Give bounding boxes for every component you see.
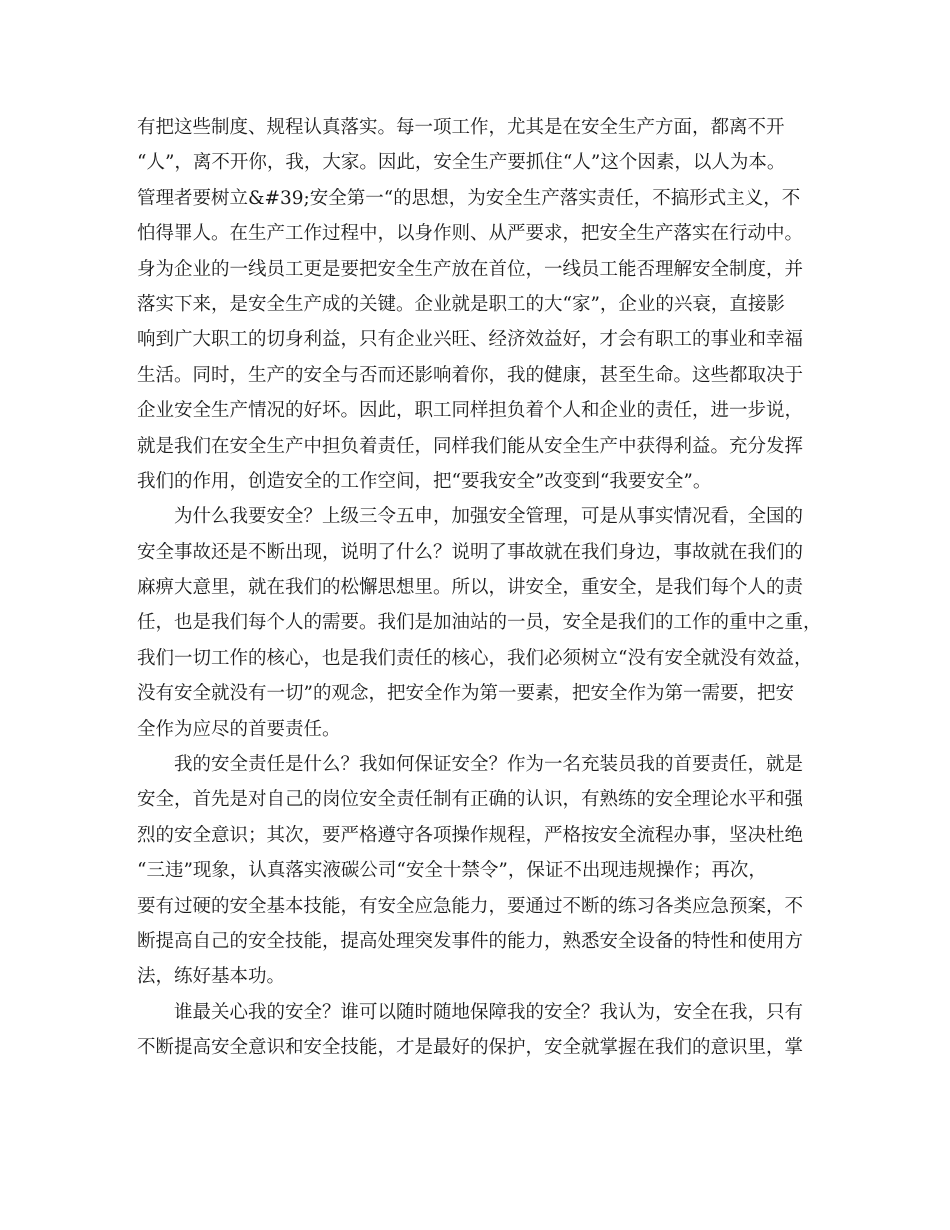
text-line: 不断提高安全意识和安全技能，才是最好的保护，安全就掌握在我们的意识里，掌 <box>137 1037 804 1059</box>
text-line: 断提高自己的安全技能，提高处理突发事件的能力，熟悉安全设备的特性和使用方 <box>137 930 804 952</box>
text-line: 怕得罪人。在生产工作过程中，以身作则、从严要求，把安全生产落实在行动中。 <box>137 223 804 245</box>
text-line: 法，练好基本功。 <box>137 966 286 988</box>
text-line: 安全事故还是不断出现，说明了什么？说明了事故就在我们身边，事故就在我们的 <box>137 541 804 563</box>
text-line: 我们一切工作的核心，也是我们责任的核心，我们必须树立“没有安全就没有效益， <box>137 647 813 669</box>
text-line: 生活。同时，生产的安全与否而还影响着你，我的健康，甚至生命。这些都取决于 <box>137 364 804 386</box>
text-line: 安全，首先是对自己的岗位安全责任制有正确的认识，有熟练的安全理论水平和强 <box>137 789 804 811</box>
paragraph-first-line: 为什么我要安全？上级三令五申，加强安全管理，可是从事实情况看，全国的 <box>174 506 804 528</box>
text-line: 麻痹大意里，就在我们的松懈思想里。所以，讲安全，重安全，是我们每个人的责 <box>137 577 804 599</box>
text-line: 任，也是我们每个人的需要。我们是加油站的一员，安全是我们的工作的重中之重， <box>137 612 822 634</box>
text-line: 企业安全生产情况的好坏。因此，职工同样担负着个人和企业的责任，进一步说， <box>137 400 804 422</box>
text-line: “人”，离不开你，我，大家。因此，安全生产要抓住“人”这个因素，以人为本。 <box>137 152 786 174</box>
paragraph-first-line: 谁最关心我的安全？谁可以随时随地保障我的安全？我认为，安全在我，只有 <box>174 1001 804 1023</box>
text-line: 响到广大职工的切身利益，只有企业兴旺、经济效益好，才会有职工的事业和幸福 <box>137 329 804 351</box>
text-line: 烈的安全意识；其次，要严格遵守各项操作规程，严格按安全流程办事，坚决杜绝 <box>137 824 804 846</box>
text-line: 落实下来，是安全生产成的关键。企业就是职工的大“家”，企业的兴衰，直接影 <box>137 293 785 315</box>
text-line: 没有安全就没有一切”的观念，把安全作为第一要素，把安全作为第一需要，把安 <box>137 683 794 705</box>
text-line: 身为企业的一线员工更是要把安全生产放在首位，一线员工能否理解安全制度，并 <box>137 258 804 280</box>
text-line: 有把这些制度、规程认真落实。每一项工作，尤其是在安全生产方面，都离不开 <box>137 117 785 138</box>
text-line: “三违”现象，认真落实液碳公司“安全十禁令”，保证不出现违规操作；再次， <box>137 860 767 882</box>
text-line: 管理者要树立&#39;安全第一“的思想，为安全生产落实责任，不搞形式主义，不 <box>137 187 801 209</box>
text-line: 要有过硬的安全基本技能，有安全应急能力，要通过不断的练习各类应急预案，不 <box>137 895 804 917</box>
paragraph-first-line: 我的安全责任是什么？我如何保证安全？作为一名充装员我的首要责任，就是 <box>174 754 804 776</box>
text-line: 就是我们在安全生产中担负着责任，同样我们能从安全生产中获得利益。充分发挥 <box>137 435 804 457</box>
text-line: 我们的作用，创造安全的工作空间，把“要我安全”改变到“我要安全”。 <box>137 470 712 492</box>
document-body <box>137 110 822 1066</box>
text-line: 全作为应尽的首要责任。 <box>137 718 341 740</box>
